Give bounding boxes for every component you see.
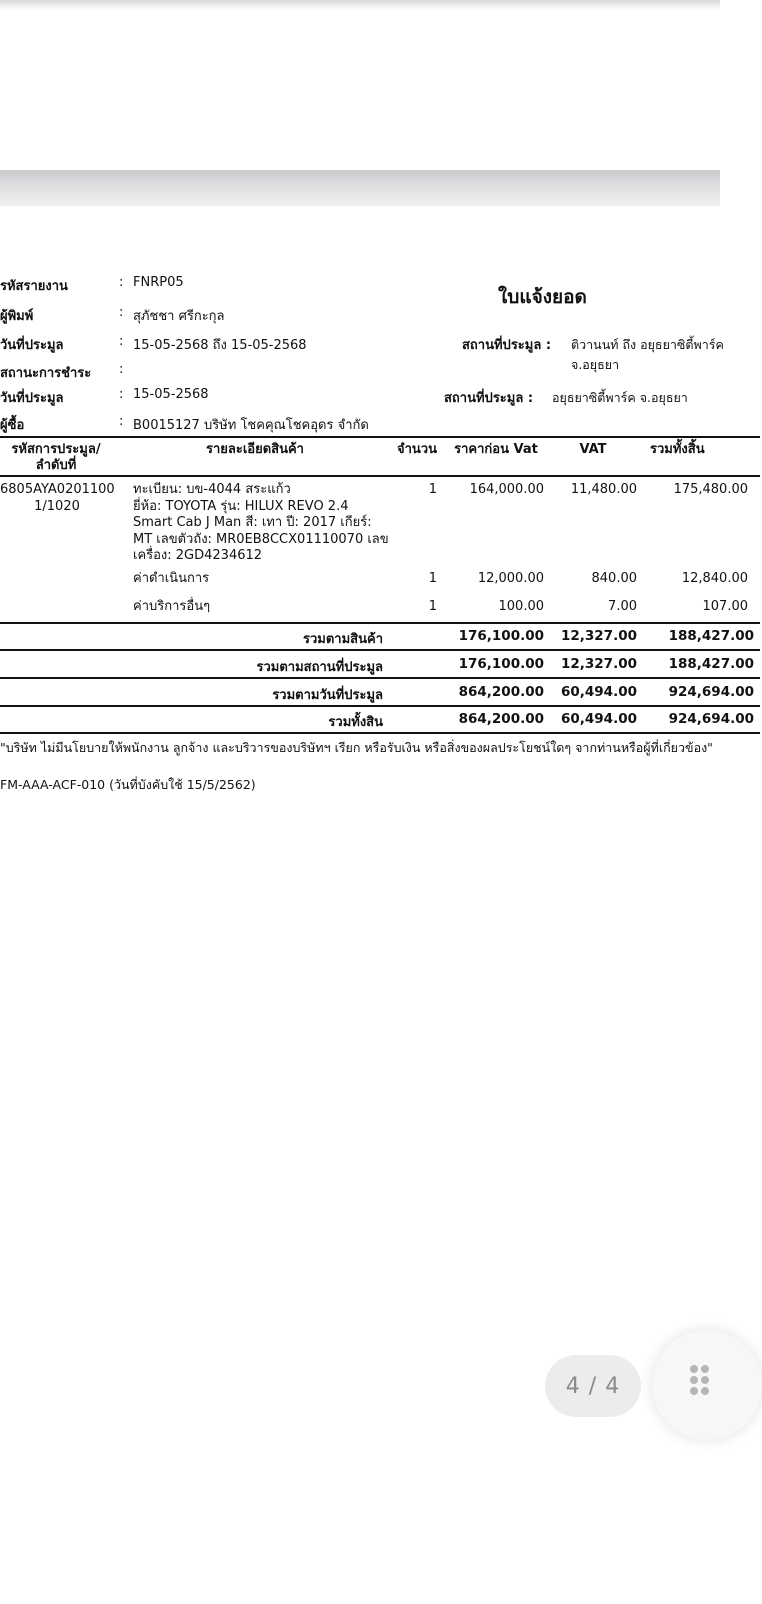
report-code-value: FNRP05: [133, 275, 184, 290]
viewer-top-shadow: [0, 0, 720, 10]
item-detail: ทะเบียน: บข-4044 สระแก้ว ยี่ห้อ: TOYOTA รุ่น: HILUX REVO 2.4 Smart Cab J Man สี: เทา ปี: 2017 เกียร์: MT เลขตัวถัง: MR0EB8CCX01110070 เลข เครื่อง: 2GD4234612: [133, 482, 389, 563]
venue-value: อยุธยาซิตี้พาร์ค จ.อยุธยา: [552, 390, 688, 405]
venue-range-label: สถานที่ประมูล :: [462, 338, 552, 353]
printed-by-value: สุภัชชา ศรีกะกุล: [133, 309, 225, 324]
col-header-vat: VAT: [579, 442, 607, 457]
subtotal-rule: [0, 649, 760, 651]
item-price: 164,000.00: [469, 482, 544, 497]
dot: [701, 1387, 709, 1395]
item-detail: ค่าบริการอื่นๆ: [133, 599, 211, 614]
subtotal-venue-total: 188,427.00: [668, 656, 754, 672]
colon: :: [119, 334, 124, 349]
col-header-qty: จำนวน: [397, 442, 437, 457]
colon: :: [119, 387, 124, 402]
page-indicator[interactable]: 4 / 4: [545, 1355, 641, 1417]
subtotal-rule: [0, 622, 760, 624]
auction-date-label: วันที่ประมูล: [0, 391, 64, 406]
col-header-detail: รายละเอียดสินค้า: [206, 442, 304, 457]
item-total: 12,840.00: [681, 571, 748, 586]
subtotal-item-label: รวมตามสินค้า: [303, 632, 383, 647]
subtotal-item-total: 188,427.00: [668, 628, 754, 644]
subtotal-date-vat: 60,494.00: [560, 684, 637, 700]
colon: :: [119, 275, 124, 290]
grand-total-vat: 60,494.00: [560, 711, 637, 727]
form-code: FM-AAA-ACF-010 (วันที่บังคับใช้ 15/5/2562): [0, 777, 256, 792]
col-header-lot: รหัสการประมูล/ ลำดับที่: [11, 442, 101, 473]
subtotal-date-total: 924,694.00: [668, 684, 754, 700]
subtotal-rule: [0, 705, 760, 707]
dot: [701, 1376, 709, 1384]
subtotal-date-price: 864,200.00: [458, 684, 544, 700]
auction-date-value: 15-05-2568: [133, 387, 209, 402]
printed-by-label: ผู้พิมพ์: [0, 309, 34, 324]
subtotal-item-price: 176,100.00: [458, 628, 544, 644]
table-bottom-rule: [0, 732, 760, 734]
grid-dots-icon[interactable]: [690, 1365, 720, 1405]
table-top-rule: [0, 436, 760, 438]
item-qty: 1: [428, 571, 437, 586]
item-total: 175,480.00: [673, 482, 748, 497]
grand-total-total: 924,694.00: [668, 711, 754, 727]
colon: :: [119, 414, 124, 429]
grand-total-price: 864,200.00: [458, 711, 544, 727]
subtotal-date-label: รวมตามวันที่ประมูล: [272, 688, 383, 703]
report-code-label: รหัสรายงาน: [0, 279, 68, 294]
colon: :: [119, 362, 124, 377]
buyer-value: B0015127 บริษัท โชคคุณโชคอุดร จำกัด: [133, 418, 369, 433]
grand-total-label: รวมทั้งสิน: [328, 715, 383, 730]
auction-date-range-value: 15-05-2568 ถึง 15-05-2568: [133, 338, 307, 353]
col-header-price: ราคาก่อน Vat: [454, 442, 538, 457]
colon: :: [119, 305, 124, 320]
subtotal-venue-price: 176,100.00: [458, 656, 544, 672]
subtotal-venue-label: รวมตามสถานที่ประมูล: [256, 660, 383, 675]
item-price: 100.00: [498, 599, 544, 614]
lot-number: 6805AYA0201100 1/1020: [0, 482, 115, 514]
document-title: ใบแจ้งยอด: [498, 286, 587, 308]
page-separator: [0, 170, 720, 206]
header-bottom-rule: [0, 475, 760, 477]
dot: [690, 1376, 698, 1384]
item-detail: ค่าดำเนินการ: [133, 571, 210, 586]
item-vat: 840.00: [591, 571, 637, 586]
dot: [690, 1387, 698, 1395]
auction-date-range-label: วันที่ประมูล: [0, 338, 64, 353]
item-total: 107.00: [702, 599, 748, 614]
subtotal-rule: [0, 677, 760, 679]
dot: [690, 1365, 698, 1373]
buyer-label: ผู้ซื้อ: [0, 418, 25, 433]
subtotal-venue-vat: 12,327.00: [560, 656, 637, 672]
col-header-total: รวมทั้งสิ้น: [650, 442, 705, 457]
payment-status-label: สถานะการชำระ: [0, 366, 92, 381]
item-vat: 11,480.00: [570, 482, 637, 497]
item-price: 12,000.00: [477, 571, 544, 586]
venue-range-value: ติวานนท์ ถึง อยุธยาซิตี้พาร์ค จ.อยุธยา: [571, 337, 724, 372]
dot: [701, 1365, 709, 1373]
item-vat: 7.00: [608, 599, 637, 614]
policy-note: "บริษัท ไม่มีนโยบายให้พนักงาน ลูกจ้าง และบริวารของบริษัทฯ เรียก หรือรับเงิน หรือสิ่งของผลประโยชน์ใดๆ จากท่านหรือผู้ที่เกี่ยวข้อง": [0, 740, 713, 755]
item-qty: 1: [428, 599, 437, 614]
subtotal-item-vat: 12,327.00: [560, 628, 637, 644]
item-qty: 1: [428, 482, 437, 497]
venue-label: สถานที่ประมูล :: [444, 391, 534, 406]
